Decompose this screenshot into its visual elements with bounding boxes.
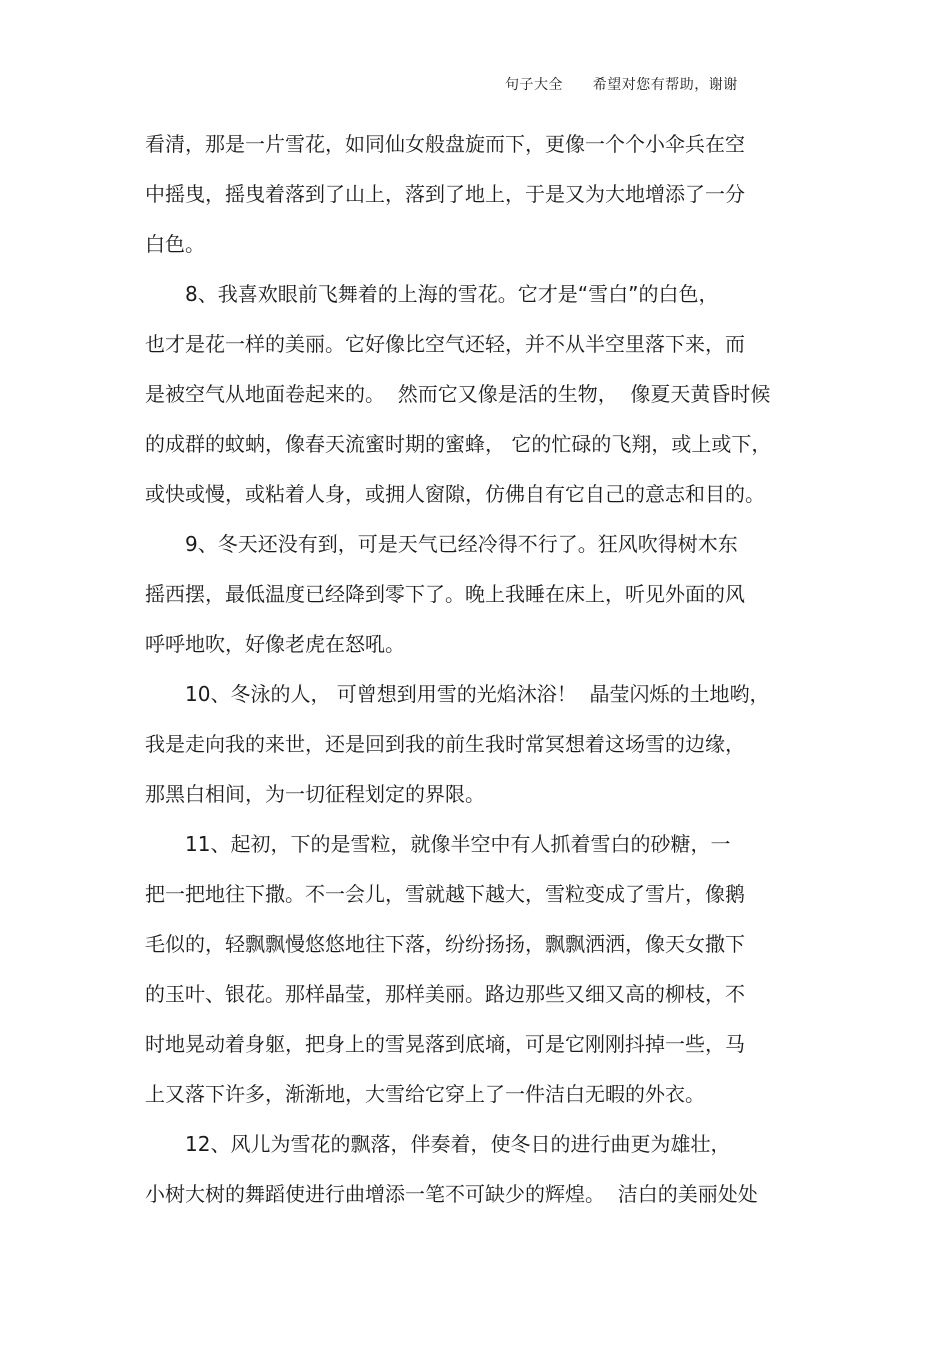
- body-text: [145, 126, 825, 1226]
- paragraph-start-line: 8、我喜欢眼前飞舞着的上海的雪花。它才是“雪白”的白色，: [185, 282, 719, 306]
- text-line: 或快或慢，或粘着人身，或拥人窗隙，仿佛自有它自己的意志和目的。: [145, 482, 765, 506]
- text-line: 时地晃动着身躯，把身上的雪晃落到底墒，可是它刚刚抖掉一些，马: [145, 1032, 745, 1056]
- text-line: 看清，那是一片雪花，如同仙女般盘旋而下，更像一个个小伞兵在空: [145, 132, 745, 156]
- paragraph-start-line: 11、起初，下的是雪粒，就像半空中有人抓着雪白的砂糖，一: [185, 832, 731, 856]
- text-line: 毛似的，轻飘飘慢悠悠地往下落，纷纷扬扬，飘飘洒洒，像天女撒下: [145, 932, 745, 956]
- text-line: 是被空气从地面卷起来的。 然而它又像是活的生物， 像夏天黄昏时候: [145, 382, 771, 406]
- text-line: 中摇曳，摇曳着落到了山上，落到了地上，于是又为大地增添了一分: [145, 182, 745, 206]
- text-line: 把一把地往下撒。不一会儿，雪就越下越大，雪粒变成了雪片，像鹅: [145, 882, 745, 906]
- text-line: 上又落下许多，渐渐地，大雪给它穿上了一件洁白无暇的外衣。: [145, 1082, 705, 1106]
- page-header: 句子大全 希望对您有帮助，谢谢: [505, 77, 738, 93]
- paragraph-start-line: 10、冬泳的人， 可曾想到用雪的光焰沐浴！ 晶莹闪烁的土地哟，: [185, 682, 770, 706]
- text-line: 的成群的蚊蚋，像春天流蜜时期的蜜蜂， 它的忙碌的飞翔，或上或下，: [145, 432, 772, 456]
- text-line: 也才是花一样的美丽。它好像比空气还轻，并不从半空里落下来，而: [145, 332, 745, 356]
- text-line: 白色。: [145, 232, 205, 256]
- text-line: 我是走向我的来世，还是回到我的前生我时常冥想着这场雪的边缘，: [145, 732, 745, 756]
- text-line: 摇西摆，最低温度已经降到零下了。晚上我睡在床上，听见外面的风: [145, 582, 745, 606]
- text-line: 的玉叶、银花。那样晶莹，那样美丽。路边那些又细又高的柳枝，不: [145, 982, 745, 1006]
- paragraph-start-line: 12、风儿为雪花的飘落，伴奏着，使冬日的进行曲更为雄壮，: [185, 1132, 731, 1156]
- paragraph-start-line: 9、冬天还没有到，可是天气已经冷得不行了。狂风吹得树木东: [185, 532, 738, 556]
- text-line: 呼呼地吹，好像老虎在怒吼。: [145, 632, 405, 656]
- text-line: 小树大树的舞蹈使进行曲增添一笔不可缺少的辉煌。 洁白的美丽处处: [145, 1182, 758, 1206]
- text-line: 那黑白相间，为一切征程划定的界限。: [145, 782, 485, 806]
